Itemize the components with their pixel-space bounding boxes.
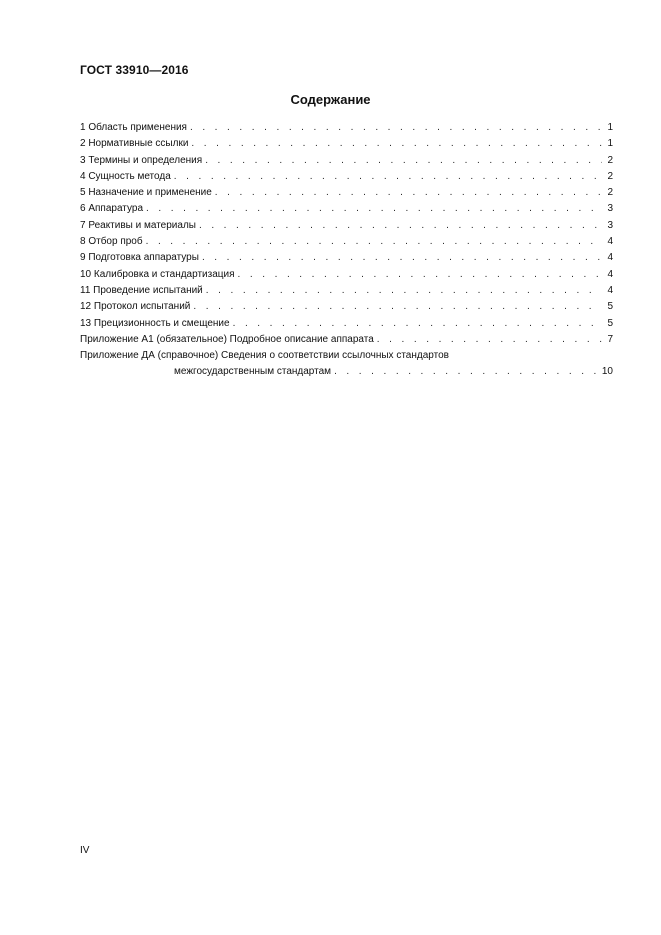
toc-entry[interactable] [80, 332, 613, 348]
toc-entry-page: 4 [607, 284, 613, 296]
toc-entry-label: 10 Калибровка и стандартизация [80, 268, 235, 280]
toc-leader-dots [191, 136, 602, 152]
toc-entry[interactable] [80, 201, 613, 217]
toc-leader-dots [146, 234, 602, 250]
toc-entry-label: Приложение А1 (обязательное) Подробное описание аппарата [80, 333, 374, 345]
toc-entry-page: 2 [607, 187, 613, 199]
toc-entry[interactable] [80, 218, 613, 234]
toc-entry-page: 7 [607, 333, 613, 345]
toc-entry[interactable] [80, 267, 613, 283]
toc-entry[interactable] [80, 250, 613, 266]
toc-entry-page: 4 [607, 252, 613, 264]
toc-entry-label: 5 Назначение и применение [80, 187, 212, 199]
toc-leader-dots [334, 364, 596, 380]
toc-entry-label: 6 Аппаратура [80, 203, 144, 215]
toc-entry-page: 4 [607, 236, 613, 248]
toc-entry[interactable] [80, 153, 613, 169]
toc-entry[interactable] [80, 136, 613, 152]
toc-leader-dots [193, 299, 602, 315]
toc-entry-label: 3 Термины и определения [80, 154, 203, 166]
toc-entry-page: 3 [607, 203, 613, 215]
toc-entry[interactable] [80, 316, 613, 332]
toc-leader-dots [377, 332, 602, 348]
toc-title: Содержание [290, 92, 371, 107]
toc-entry-page: 5 [607, 317, 613, 329]
table-of-contents [80, 120, 613, 381]
toc-entry[interactable] [80, 299, 613, 315]
toc-entry-page: 4 [607, 268, 613, 280]
toc-entry-page: 10 [601, 366, 613, 378]
toc-entry-appendix-da-line1[interactable] [80, 348, 613, 364]
toc-entry-page: 1 [607, 122, 613, 133]
toc-entry[interactable] [80, 234, 613, 250]
toc-leader-dots [199, 218, 602, 234]
toc-leader-dots [174, 169, 602, 185]
toc-leader-dots [215, 185, 602, 201]
standard-code: ГОСТ 33910—2016 [80, 63, 189, 77]
toc-entry-label: 11 Проведение испытаний [80, 284, 203, 296]
toc-entry-label: 2 Нормативные ссылки [80, 138, 189, 150]
toc-entry-label: 8 Отбор проб [80, 236, 143, 248]
toc-entry-page: 3 [607, 219, 613, 231]
toc-leader-dots [146, 201, 602, 217]
toc-leader-dots [233, 316, 602, 332]
toc-entry-label: 1 Область применения [80, 122, 187, 133]
toc-entry-page: 2 [607, 154, 613, 166]
toc-entry-page: 5 [607, 301, 613, 313]
toc-entry[interactable] [80, 185, 613, 201]
toc-entry-label: 4 Сущность метода [80, 170, 171, 182]
toc-leader-dots [238, 267, 602, 283]
toc-entry-label: 9 Подготовка аппаратуры [80, 252, 199, 264]
toc-entry[interactable] [80, 283, 613, 299]
toc-leader-dots [205, 153, 602, 169]
toc-entry-page: 1 [607, 138, 613, 150]
toc-entry-label: Приложение ДА (справочное) Сведения о соответствии ссылочных стандартов [80, 350, 449, 362]
toc-leader-dots [202, 250, 602, 266]
toc-entry-label: межгосударственным стандартам [174, 366, 332, 378]
toc-entry[interactable] [80, 169, 613, 185]
toc-entry-label: 7 Реактивы и материалы [80, 219, 196, 231]
toc-entry-page: 2 [607, 170, 613, 182]
toc-entry[interactable] [80, 120, 613, 136]
toc-leader-dots [190, 120, 602, 136]
toc-leader-dots [206, 283, 602, 299]
page-number: IV [80, 845, 90, 856]
toc-entry-label: 12 Протокол испытаний [80, 301, 191, 313]
toc-entry-label: 13 Прецизионность и смещение [80, 317, 230, 329]
toc-entry-appendix-da-line2[interactable] [80, 364, 613, 380]
